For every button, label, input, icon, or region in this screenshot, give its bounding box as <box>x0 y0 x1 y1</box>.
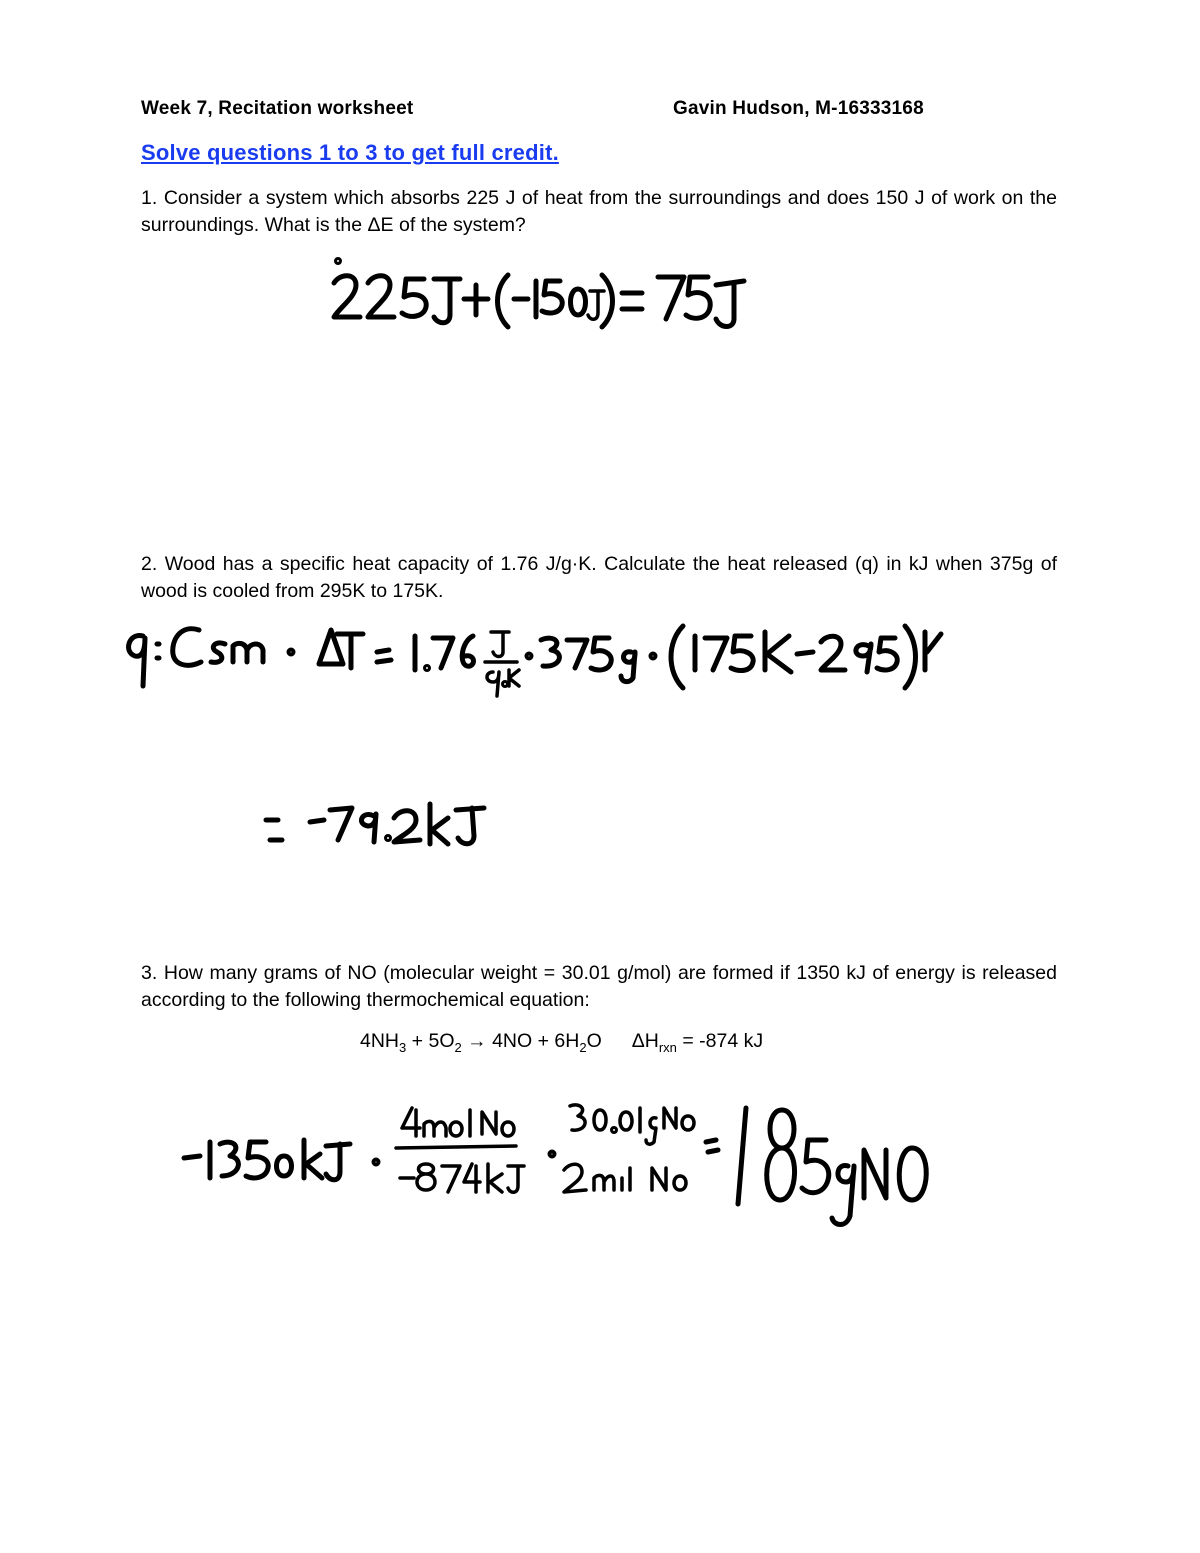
question-2-handwritten-answer <box>258 796 488 856</box>
enthalpy-value: = -874 kJ <box>676 1030 764 1052</box>
question-1-handwritten-answer <box>330 255 750 340</box>
thermochemical-equation: $4NH_3 + 5O_2 \to 4NO + 6H_2O$ $\Delta H_{rxn} = -874$ kJ <box>360 1030 764 1055</box>
question-3-text: 3. How many grams of NO (molecular weight = 30.01 g/mol) are formed if 1350 kJ of energy is released according to the following thermochemical equation: <box>141 962 1057 1011</box>
enthalpy-label: ΔH <box>631 1030 659 1052</box>
question-2-handwritten-work <box>115 612 945 702</box>
student-name-id: Gavin Hudson, M-16333168 <box>673 98 924 119</box>
question-1-text: 1. Consider a system which absorbs 225 J of heat from the surroundings and does 150 J of work on the surroundings. What is the ΔE of the system? <box>141 187 1057 236</box>
question-2-text: 2. Wood has a specific heat capacity of 1.76 J/g·K. Calculate the heat released (q) in kJ when 375g of wood is cooled from 295K to 175K. <box>141 553 1057 602</box>
reaction-arrow: → <box>461 1030 493 1052</box>
worksheet-title: Week 7, Recitation worksheet <box>141 98 414 119</box>
question-3-handwritten-work <box>180 1098 720 1218</box>
question-3-handwritten-answer <box>700 1100 940 1240</box>
instruction-text: Solve questions 1 to 3 to get full credit. <box>141 140 559 165</box>
